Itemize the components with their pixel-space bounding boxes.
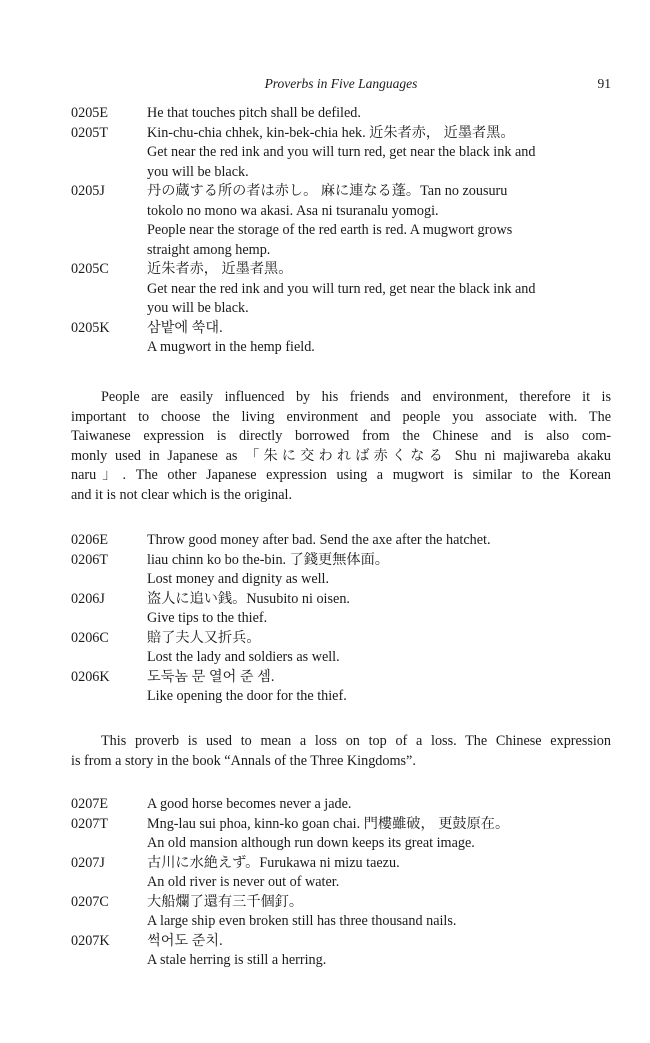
- entry-code: 0207T: [71, 815, 109, 832]
- entry-code: 0206C: [71, 629, 109, 646]
- entry-line: A mugwort in the hemp field.: [147, 339, 315, 355]
- proverb-entry: [71, 531, 611, 551]
- running-title: Proverbs in Five Languages: [264, 76, 418, 91]
- commentary-paragraph-0205: [71, 388, 611, 505]
- page-number: 91: [597, 76, 611, 91]
- entry-line: Kin-chu-chia chhek, kin-bek-chia hek. 近朱者赤， 近墨者黑。: [147, 124, 515, 141]
- entry-line: 古川に水絶えず。Furukawa ni mizu taezu.: [147, 854, 400, 871]
- entry-line: A good horse becomes never a jade.: [147, 796, 352, 812]
- entry-line: 썩어도 준치.: [147, 932, 223, 949]
- proverb-group-0206: [71, 531, 611, 707]
- entry-line: Give tips to the thief.: [147, 610, 268, 626]
- entry-line: 賠了夫人又折兵。: [147, 629, 261, 646]
- entry-line: An old river is never out of water.: [147, 874, 340, 890]
- entry-line: Get near the red ink and you will turn red, get near the black ink and: [147, 144, 536, 160]
- proverb-entry: [71, 104, 611, 124]
- page-header: [71, 74, 611, 96]
- paragraph-line: People are easily influenced by his friends and environment, therefore it is: [101, 389, 611, 405]
- entry-code: 0205E: [71, 105, 109, 121]
- entry-code: 0207J: [71, 854, 105, 871]
- proverb-entry: [71, 854, 611, 893]
- entry-line: Lost the lady and soldiers as well.: [147, 649, 340, 665]
- proverb-entry: [71, 124, 611, 183]
- entry-line: 도둑놈 문 열어 준 셈.: [147, 668, 275, 685]
- proverb-group-0205: [71, 104, 611, 358]
- proverb-entry: [71, 815, 611, 854]
- entry-code: 0207C: [71, 893, 109, 910]
- entry-line: A stale herring is still a herring.: [147, 952, 327, 968]
- commentary-paragraph-0206: [71, 732, 611, 771]
- paragraph-line: important to choose the living environment and people you associate with. The: [71, 408, 611, 425]
- entry-line: A large ship even broken still has three thousand nails.: [147, 913, 457, 929]
- entry-code: 0205J: [71, 183, 105, 199]
- entry-code: 0207K: [71, 932, 110, 949]
- entry-line: 삼밭에 쑥대.: [147, 319, 223, 336]
- entry-line: People near the storage of the red earth is red. A mugwort grows: [147, 222, 513, 238]
- entry-line: Lost money and dignity as well.: [147, 571, 330, 587]
- entry-line: you will be black.: [147, 300, 249, 316]
- paragraph-line: naru」. The other Japanese expression using a mugwort is similar to the Korean: [71, 467, 611, 483]
- entry-line: Like opening the door for the thief.: [147, 688, 347, 704]
- entry-line: Throw good money after bad. Send the axe after the hatchet.: [147, 532, 491, 548]
- entry-code: 0206K: [71, 668, 110, 685]
- proverb-entry: [71, 551, 611, 590]
- proverb-entry: [71, 319, 611, 358]
- entry-code: 0207E: [71, 796, 109, 812]
- paragraph-line: and it is not clear which is the original.: [71, 486, 293, 503]
- entry-code: 0206E: [71, 532, 109, 548]
- entry-line: He that touches pitch shall be defiled.: [147, 105, 361, 121]
- proverb-entry: [71, 668, 611, 707]
- entry-code: 0205K: [71, 319, 110, 336]
- proverb-entry: [71, 893, 611, 932]
- entry-line: straight among hemp.: [147, 241, 271, 258]
- paragraph-line: is from a story in the book “Annals of the Three Kingdoms”.: [71, 752, 416, 769]
- entry-line: Mng-lau sui phoa, kinn-ko goan chai. 門樓雖破， 更鼓原在。: [147, 815, 510, 832]
- entry-line: 丹の蔵する所の者は赤し。 麻に連なる蓬。Tan no zousuru: [147, 183, 508, 199]
- proverb-entry: [71, 182, 611, 260]
- entry-line: An old mansion although run down keeps its great image.: [147, 835, 475, 851]
- proverb-entry: [71, 932, 611, 971]
- proverb-entry: [71, 629, 611, 668]
- entry-line: Get near the red ink and you will turn red, get near the black ink and: [147, 280, 536, 297]
- proverb-group-0207: [71, 795, 611, 971]
- entry-code: 0205C: [71, 261, 109, 277]
- proverb-entry: [71, 590, 611, 629]
- entry-line: you will be black.: [147, 163, 249, 180]
- entry-code: 0206J: [71, 590, 105, 607]
- entry-line: liau chinn ko bo the-bin. 了錢更無体面。: [147, 551, 389, 568]
- entry-line: 大船爛了還有三千個釘。: [147, 893, 304, 910]
- entry-code: 0205T: [71, 124, 109, 141]
- proverb-entry: [71, 795, 611, 815]
- entry-line: 盗人に追い銭。Nusubito ni oisen.: [147, 590, 350, 607]
- paragraph-line: This proverb is used to mean a loss on top of a loss. The Chinese expression: [101, 733, 611, 749]
- entry-code: 0206T: [71, 551, 109, 568]
- entry-line: tokolo no mono wa akasi. Asa ni tsuranalu yomogi.: [147, 202, 439, 219]
- paragraph-line: Taiwanese expression is directly borrowed from the Chinese and is also com-: [71, 428, 611, 444]
- entry-line: 近朱者赤， 近墨者黑。: [147, 261, 293, 277]
- proverb-entry: [71, 260, 611, 319]
- paragraph-line: monly used in Japanese as 「朱に交われば赤くなる Shu ni majiwareba akaku: [71, 447, 611, 464]
